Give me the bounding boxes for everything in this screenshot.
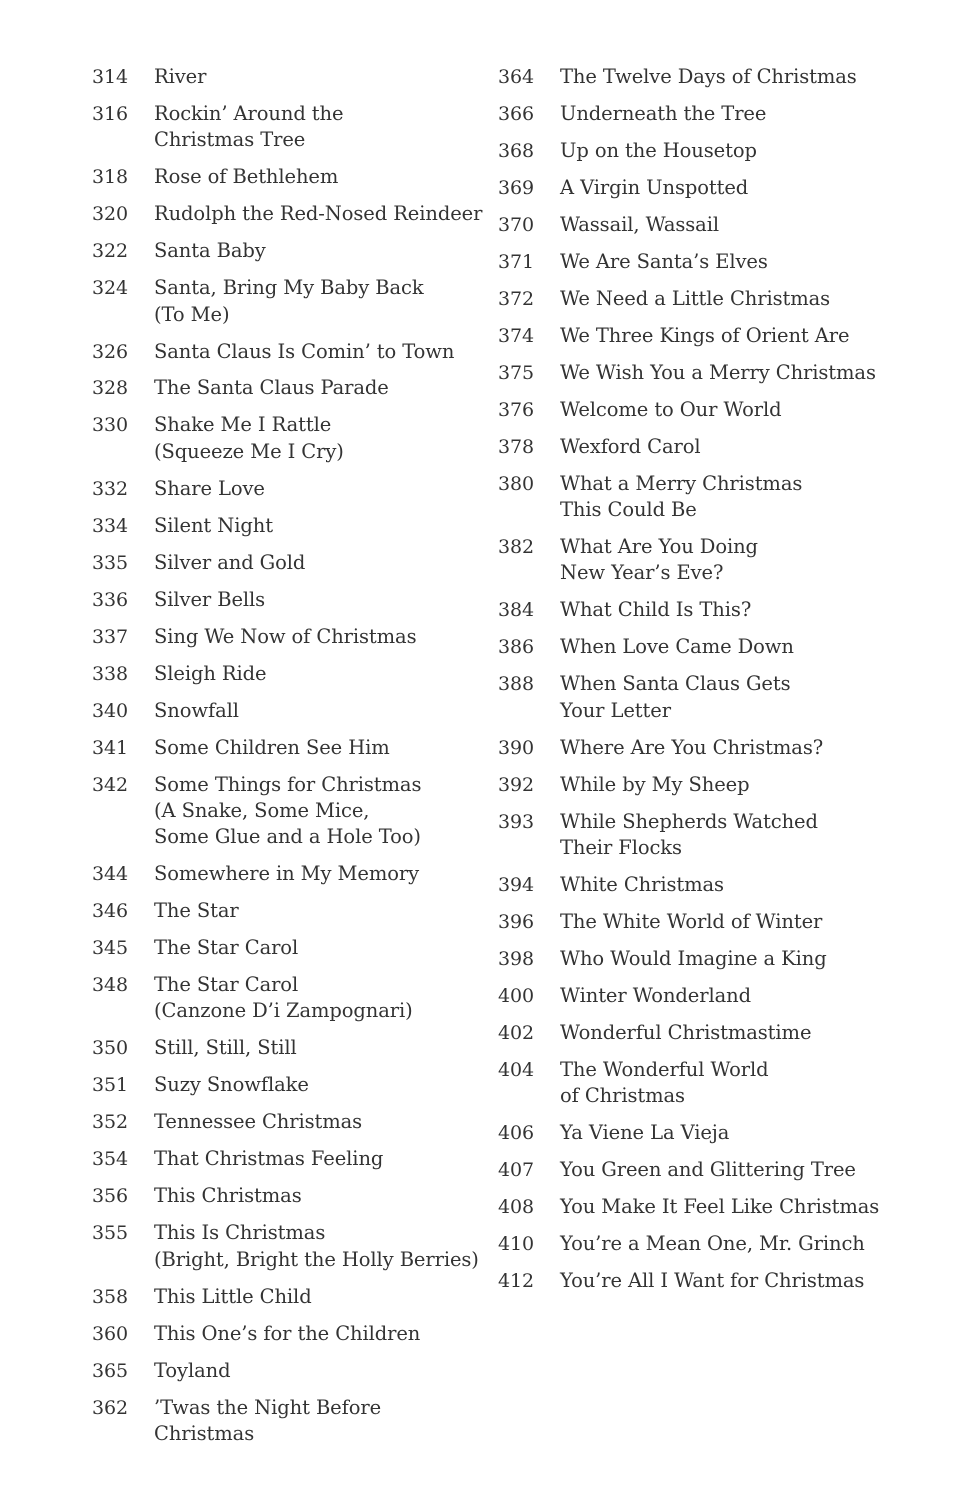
song-title: Silver and Gold xyxy=(154,550,306,574)
song-title: Where Are You Christmas? xyxy=(560,735,824,759)
page-number: 371 xyxy=(498,250,534,273)
toc-entry xyxy=(84,238,484,264)
page-number: 380 xyxy=(498,472,534,495)
page-number: 388 xyxy=(498,673,534,696)
page-number: 326 xyxy=(92,340,128,363)
page-number: 334 xyxy=(92,514,128,537)
page-number: 366 xyxy=(498,102,534,125)
toc-entry xyxy=(84,101,484,154)
song-title: You’re a Mean One, Mr. Grinch xyxy=(560,1232,865,1256)
page-number: 406 xyxy=(498,1122,534,1145)
song-title: That Christmas Feeling xyxy=(154,1147,384,1171)
page-number: 394 xyxy=(498,873,534,896)
song-title: Santa, Bring My Baby Back (To Me) xyxy=(154,276,424,326)
song-title: We Are Santa’s Elves xyxy=(560,249,768,273)
page-number: 372 xyxy=(498,287,534,310)
toc-entry xyxy=(84,1321,484,1347)
page-number: 345 xyxy=(92,937,128,960)
song-title: Toyland xyxy=(154,1358,231,1382)
song-title: We Three Kings of Orient Are xyxy=(560,323,850,347)
page-number: 390 xyxy=(498,736,534,759)
toc-entry xyxy=(490,983,960,1009)
toc-entry xyxy=(490,597,960,623)
song-title: Rockin’ Around the Christmas Tree xyxy=(154,101,344,152)
toc-entry xyxy=(84,1395,484,1448)
toc-column-left xyxy=(84,64,484,1458)
song-title: We Wish You a Merry Christmas xyxy=(560,360,876,384)
page-number: 341 xyxy=(92,736,128,759)
page-number: 336 xyxy=(92,588,128,611)
toc-entry xyxy=(490,286,960,312)
song-title: White Christmas xyxy=(560,872,724,896)
song-title: Rudolph the Red-Nosed Reindeer xyxy=(154,202,483,226)
toc-entry xyxy=(490,634,960,660)
song-title: Santa Claus Is Comin’ to Town xyxy=(154,339,455,363)
page-number: 384 xyxy=(498,599,534,622)
toc-entry xyxy=(84,861,484,887)
song-title: Share Love xyxy=(154,476,265,500)
page-number: 332 xyxy=(92,477,128,500)
toc-entry xyxy=(490,809,960,862)
toc-entry xyxy=(84,1146,484,1172)
toc-entry xyxy=(490,772,960,798)
song-title: Santa Baby xyxy=(154,239,266,263)
page-number: 365 xyxy=(92,1359,128,1382)
page-number: 360 xyxy=(92,1322,128,1345)
page-number: 398 xyxy=(498,947,534,970)
toc-entry xyxy=(84,935,484,961)
page-number: 348 xyxy=(92,974,128,997)
toc-entry xyxy=(490,1120,960,1146)
page-number: 318 xyxy=(92,166,128,189)
page-number: 392 xyxy=(498,773,534,796)
page-number: 375 xyxy=(498,361,534,384)
toc-entry xyxy=(490,671,960,724)
toc-entry xyxy=(490,534,960,587)
toc-entry xyxy=(84,661,484,687)
page-number: 364 xyxy=(498,66,534,88)
song-title: This One’s for the Children xyxy=(154,1321,421,1345)
song-title: Who Would Imagine a King xyxy=(560,946,827,970)
page-number: 382 xyxy=(498,536,534,559)
song-title: You’re All I Want for Christmas xyxy=(560,1269,865,1293)
page-number: 352 xyxy=(92,1111,128,1134)
page-number: 316 xyxy=(92,102,128,125)
song-title: The Star xyxy=(154,899,239,923)
page-number: 393 xyxy=(498,810,534,833)
toc-entry xyxy=(490,1268,960,1294)
page-number: 369 xyxy=(498,176,534,199)
song-title: What Are You Doing New Year’s Eve? xyxy=(560,535,758,585)
song-title: This Christmas xyxy=(154,1184,302,1208)
song-title: ’Twas the Night Before Christmas xyxy=(154,1395,382,1445)
song-title: Wexford Carol xyxy=(560,434,701,458)
toc-entry xyxy=(84,1183,484,1209)
song-title: The Santa Claus Parade xyxy=(154,376,389,400)
song-title: Up on the Housetop xyxy=(560,138,757,162)
page-number: 324 xyxy=(92,277,128,300)
toc-entry xyxy=(84,513,484,539)
song-title: The Wonderful World of Christmas xyxy=(560,1057,769,1108)
song-title: Still, Still, Still xyxy=(154,1036,297,1060)
page-number: 404 xyxy=(498,1058,534,1081)
page-number: 314 xyxy=(92,66,128,88)
song-title: While by My Sheep xyxy=(560,772,750,796)
toc-entry xyxy=(490,1057,960,1110)
page-number: 320 xyxy=(92,203,128,226)
toc-entry xyxy=(84,972,484,1025)
toc-entry xyxy=(84,412,484,465)
page-number: 355 xyxy=(92,1222,128,1245)
page-number: 330 xyxy=(92,414,128,437)
toc-entry xyxy=(84,735,484,761)
toc-entry xyxy=(490,909,960,935)
song-title: Somewhere in My Memory xyxy=(154,862,420,886)
toc-entry xyxy=(490,471,960,524)
toc-entry xyxy=(84,698,484,724)
song-title: Snowfall xyxy=(154,698,239,722)
song-title: Winter Wonderland xyxy=(560,983,751,1007)
song-title: Sleigh Ride xyxy=(154,661,267,685)
toc-entry xyxy=(84,201,484,227)
page-number: 322 xyxy=(92,240,128,263)
toc-column-right xyxy=(490,64,960,1305)
song-title: Some Children See Him xyxy=(154,735,390,759)
toc-entry xyxy=(84,275,484,328)
toc-entry xyxy=(84,898,484,924)
page-number: 344 xyxy=(92,863,128,886)
toc-entry xyxy=(84,1220,484,1273)
song-title: Underneath the Tree xyxy=(560,101,767,125)
page-number: 408 xyxy=(498,1196,534,1219)
toc-entry xyxy=(490,872,960,898)
toc-entry xyxy=(490,1020,960,1046)
song-title: Wonderful Christmastime xyxy=(560,1020,812,1044)
song-title: A Virgin Unspotted xyxy=(560,175,749,199)
toc-entry xyxy=(490,1194,960,1220)
song-title: You Make It Feel Like Christmas xyxy=(560,1195,880,1219)
page-number: 337 xyxy=(92,625,128,648)
page-number: 328 xyxy=(92,377,128,400)
song-title: When Santa Claus Gets Your Letter xyxy=(560,672,791,722)
toc-entry xyxy=(490,175,960,201)
song-title: This Little Child xyxy=(154,1284,312,1308)
page-number: 407 xyxy=(498,1159,534,1182)
song-title: River xyxy=(154,65,207,88)
toc-entry xyxy=(490,249,960,275)
toc-entry xyxy=(490,138,960,164)
page-number: 340 xyxy=(92,699,128,722)
song-title: Some Things for Christmas (A Snake, Some Mice, Some Glue and a Hole Too) xyxy=(154,772,422,849)
toc-entry xyxy=(490,1231,960,1257)
song-title: Suzy Snowflake xyxy=(154,1073,309,1097)
song-title: When Love Came Down xyxy=(560,635,794,659)
toc-entry xyxy=(84,64,484,90)
song-title: Silent Night xyxy=(154,513,273,537)
page-number: 402 xyxy=(498,1021,534,1044)
page-number: 350 xyxy=(92,1037,128,1060)
toc-entry xyxy=(490,212,960,238)
toc-entry xyxy=(84,375,484,401)
toc-entry xyxy=(84,587,484,613)
toc-entry xyxy=(84,772,484,851)
toc-entry xyxy=(84,476,484,502)
toc-entry xyxy=(84,1109,484,1135)
song-title: The Twelve Days of Christmas xyxy=(560,65,857,88)
toc-entry xyxy=(490,64,960,90)
toc-entry xyxy=(84,164,484,190)
song-title: What a Merry Christmas This Could Be xyxy=(560,471,803,522)
toc-entry xyxy=(84,339,484,365)
toc-entry xyxy=(490,946,960,972)
toc-entry xyxy=(490,101,960,127)
toc-entry xyxy=(84,550,484,576)
song-title: Sing We Now of Christmas xyxy=(154,624,417,648)
toc-entry xyxy=(490,323,960,349)
song-title: What Child Is This? xyxy=(560,598,752,622)
toc-entry xyxy=(490,1157,960,1183)
toc-entry xyxy=(84,1035,484,1061)
song-title: Welcome to Our World xyxy=(560,397,782,421)
song-title: We Need a Little Christmas xyxy=(560,286,831,310)
song-title: While Shepherds Watched Their Flocks xyxy=(560,809,818,859)
page-number: 374 xyxy=(498,324,534,347)
toc-entry xyxy=(84,1358,484,1384)
page-number: 338 xyxy=(92,662,128,685)
page-number: 362 xyxy=(92,1396,128,1419)
page-number: 358 xyxy=(92,1285,128,1308)
song-title: Rose of Bethlehem xyxy=(154,165,339,189)
page-number: 376 xyxy=(498,398,534,421)
song-title: Shake Me I Rattle (Squeeze Me I Cry) xyxy=(154,413,344,463)
song-title: Ya Viene La Vieja xyxy=(560,1121,730,1145)
page-number: 396 xyxy=(498,910,534,933)
page-number: 410 xyxy=(498,1233,534,1256)
toc-entry xyxy=(490,360,960,386)
page-number: 356 xyxy=(92,1185,128,1208)
page-number: 342 xyxy=(92,773,128,796)
toc-entry xyxy=(490,397,960,423)
page-number: 400 xyxy=(498,984,534,1007)
toc-entry xyxy=(84,1284,484,1310)
song-title: You Green and Glittering Tree xyxy=(560,1158,856,1182)
page-number: 386 xyxy=(498,636,534,659)
page-number: 346 xyxy=(92,900,128,923)
page-number: 351 xyxy=(92,1074,128,1097)
song-title: The Star Carol xyxy=(154,936,299,960)
song-title: The Star Carol (Canzone D’i Zampognari) xyxy=(154,973,413,1023)
song-title: Tennessee Christmas xyxy=(154,1110,363,1134)
page-number: 378 xyxy=(498,435,534,458)
page-number: 412 xyxy=(498,1270,534,1293)
song-title: Silver Bells xyxy=(154,587,266,611)
toc-entry xyxy=(490,735,960,761)
song-title: This Is Christmas (Bright, Bright the Holly Berries) xyxy=(154,1221,479,1271)
page-number: 335 xyxy=(92,551,128,574)
song-title: The White World of Winter xyxy=(560,909,823,933)
toc-entry xyxy=(84,1072,484,1098)
toc-entry xyxy=(84,624,484,650)
toc-entry xyxy=(490,434,960,460)
page-number: 354 xyxy=(92,1148,128,1171)
song-title: Wassail, Wassail xyxy=(560,212,719,236)
page-number: 370 xyxy=(498,213,534,236)
page-number: 368 xyxy=(498,139,534,162)
